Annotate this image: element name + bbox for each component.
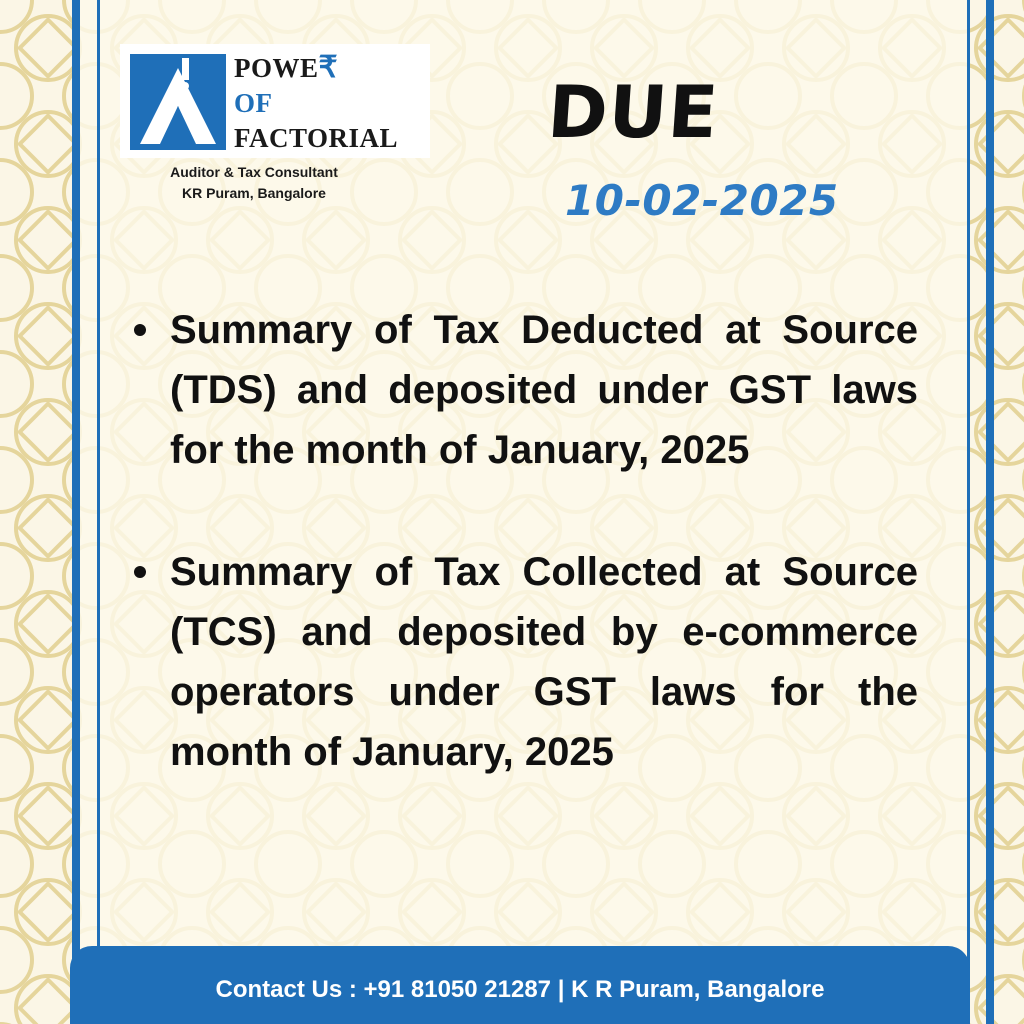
item-text: Summary of Tax Deducted at Source (TDS) and deposited under GST laws for the month of January, 2025 (170, 308, 918, 472)
power-of-factorial-logo-icon (130, 54, 226, 150)
logo-line-2: OF (234, 88, 273, 118)
left-border-inner (97, 0, 100, 1024)
due-heading: DUE (545, 70, 722, 154)
bullet-icon (134, 324, 146, 336)
left-border-outer (72, 0, 80, 1024)
list-item (134, 300, 918, 480)
footer-bar (70, 946, 970, 1024)
right-border-outer (986, 0, 994, 1024)
right-border-inner (967, 0, 970, 1024)
logo-line-3: FACTORIAL (234, 123, 399, 153)
logo-line-1: POWE (234, 53, 319, 83)
footer-contact: Contact Us : +91 81050 21287 | K R Puram, Bangalore (215, 976, 825, 1003)
bullet-icon (134, 566, 146, 578)
due-items-list (134, 300, 918, 844)
tagline-location: KR Puram, Bangalore (182, 185, 326, 201)
tagline-role: Auditor & Tax Consultant (170, 164, 338, 180)
logo-wordmark (234, 50, 434, 156)
item-text: Summary of Tax Collected at Source (TCS) and deposited by e-commerce operators under GST laws for the month of January, 2025 (170, 550, 918, 774)
list-item (134, 542, 918, 782)
rupee-icon: ₹ (318, 51, 339, 84)
due-date: 10-02-2025 (565, 176, 839, 225)
logo-tagline (130, 162, 378, 204)
